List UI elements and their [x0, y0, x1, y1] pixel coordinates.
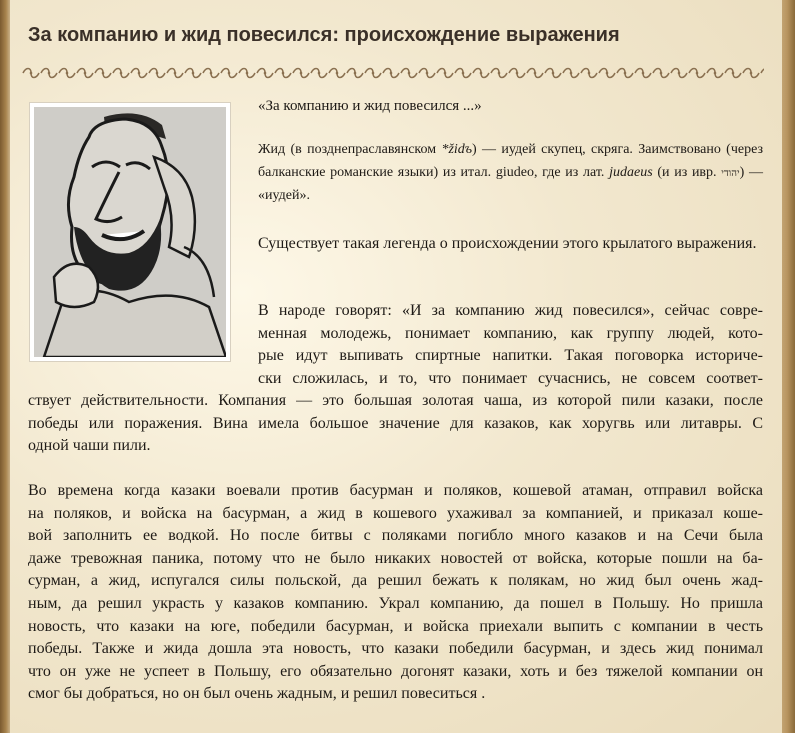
text-line: даже тревожная паника, потому что не было никаких новостей от войска, которые пошли на ба- [28, 549, 763, 567]
text-line: В народе говорят: «И за компанию жид повесился», сейчас совре- [258, 302, 763, 319]
hebrew-word: יהודי [721, 167, 740, 179]
decorative-border-icon [22, 66, 764, 80]
definition-text-3: (и из ивр. [652, 164, 722, 180]
text-line: рые идут выпивать спиртные напитки. Такая поговорка историче- [258, 347, 763, 364]
paragraph-people-say [28, 300, 763, 458]
article-title: За компанию и жид повесился: происхождение выражения [28, 24, 620, 46]
text-line: одной чаши пили. [28, 437, 151, 454]
text-line: сурман, а жид, испугался силы польской, да решил бежать к полякам, но жид был очень жад- [28, 572, 763, 590]
text-line: что он уже не успеет в Польшу, его обязательно догонят казаки, хоть и без тяжелой компании он [28, 662, 763, 680]
definition-text-1: Жид (в позднепраславянском [258, 142, 442, 157]
etymology-definition [258, 139, 763, 208]
definition-text-2: ) — иудей скупец, скряга. Заимствовано (через балканские романские языки) из итал. giudeo, где из лат. [258, 142, 764, 180]
epigraph-quote: «За компанию и жид повесился ...» [258, 98, 482, 114]
text-line: смог бы добраться, но он был очень жадным, и решил повеситься . [28, 685, 486, 703]
paragraph-story [28, 480, 763, 706]
definition-italic-1: *židъ [441, 142, 473, 157]
text-line: победы или поражения. Вина имела большое значение для казаков, как хоругвь или литавры. С [28, 414, 763, 432]
text-line: менная молодежь, понимает компанию, как группу людей, кото- [258, 324, 763, 342]
text-line: ствует действительности. Компания — это большая золотая чаша, из которой пили казаки, после [28, 392, 763, 409]
text-line: ски сложилась, и то, что понимает сучаснись, не совсем соответ- [258, 369, 763, 387]
text-line: Во времена когда казаки воевали против басурман и поляков, кошевой атаман, отправил войска [28, 482, 763, 499]
text-line: победы. Также и жида дошла эта новость, что казаки победили басурман, и здесь жид понимал [28, 640, 763, 658]
text-line: вой заполнить ее водкой. Но после битвы с поляками погибло много казаков и на Сечи была [28, 527, 763, 545]
legend-intro: Существует такая легенда о происхождении этого крылатого выражения. [258, 235, 757, 252]
definition-text-4: ) — «иудей». [258, 164, 763, 203]
definition-italic-2: judaeus [609, 164, 653, 180]
text-line: новость, что казаки на юге, победили басурман, и войска приехали выпить с компании в честь [28, 617, 763, 635]
text-line: на поляков, и войска на басурман, а жид в кошевого ухаживал за компанией, и приказал коше- [28, 504, 763, 522]
text-line: ным, да решил украсть у казаков компанию. Украл компанию, да пошел в Польшу. Но пришла [28, 594, 763, 612]
